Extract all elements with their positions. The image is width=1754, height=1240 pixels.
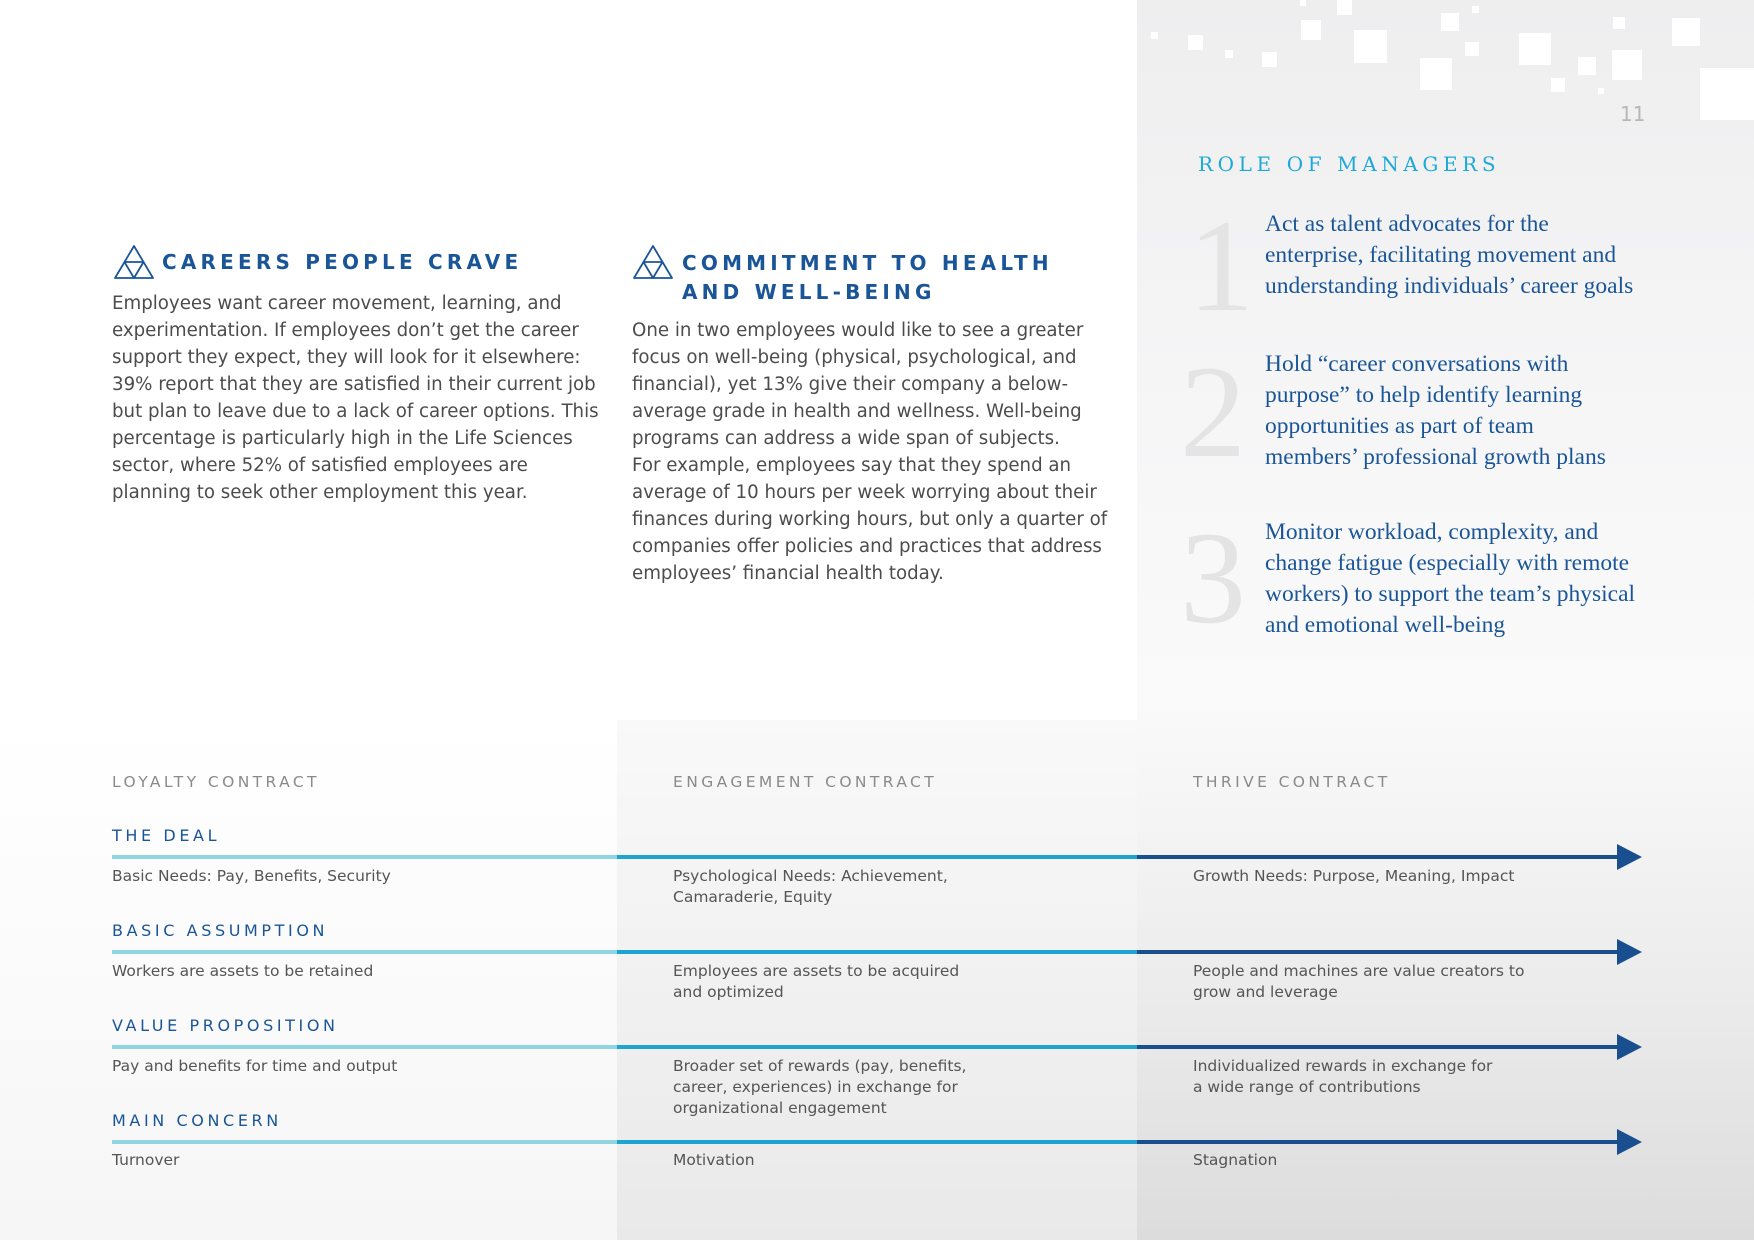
text-line: enterprise, facilitating movement and <box>1265 242 1617 268</box>
cell-line: Individualized rewards in exchange for <box>1193 1057 1493 1075</box>
text-line: sector, where 52% of satisfied employees are <box>112 455 528 476</box>
cell-line: Psychological Needs: Achievement, <box>673 867 948 885</box>
manager-item-text <box>1265 517 1685 641</box>
table-cell <box>112 1056 592 1077</box>
text-line: Monitor workload, complexity, and <box>1265 519 1599 545</box>
row-label-main-concern: MAIN CONCERN <box>112 1111 282 1130</box>
cell-line: Stagnation <box>1193 1151 1278 1169</box>
text-line: financial), yet 13% give their company a below- <box>632 374 1069 395</box>
table-cell <box>1193 866 1713 887</box>
cell-line: Pay and benefits for time and output <box>112 1057 398 1075</box>
cell-line: Broader set of rewards (pay, benefits, <box>673 1057 967 1075</box>
text-line: average grade in health and wellness. Well-being <box>632 401 1082 422</box>
text-line: Act as talent advocates for the <box>1265 211 1549 237</box>
text-line: planning to seek other employment this year. <box>112 482 528 503</box>
text-line: but plan to leave due to a lack of career options. This <box>112 401 599 422</box>
manager-item-number: 1 <box>1188 192 1254 339</box>
table-cell <box>1193 961 1713 1003</box>
triangle-logo-icon <box>113 244 155 280</box>
health-paragraph <box>632 317 1132 587</box>
cell-line: grow and leverage <box>1193 983 1338 1001</box>
table-cell <box>112 1150 592 1171</box>
cell-line: Basic Needs: Pay, Benefits, Security <box>112 867 391 885</box>
row-label-basic-assumption: BASIC ASSUMPTION <box>112 921 329 940</box>
manager-item-number: 2 <box>1180 338 1246 485</box>
text-line: and emotional well-being <box>1265 612 1506 638</box>
table-cell <box>673 961 1123 1003</box>
text-line: change fatigue (especially with remote <box>1265 550 1630 576</box>
column-header-loyalty: LOYALTY CONTRACT <box>112 773 320 791</box>
text-line: Hold “career conversations with <box>1265 351 1569 377</box>
text-line: percentage is particularly high in the Life Sciences <box>112 428 573 449</box>
table-cell <box>112 866 592 887</box>
text-line: workers) to support the team’s physical <box>1265 581 1636 607</box>
table-cell <box>673 1150 1123 1171</box>
cell-line: Workers are assets to be retained <box>112 962 374 980</box>
careers-title: CAREERS PEOPLE CRAVE <box>162 250 523 274</box>
text-line: For example, employees say that they spend an <box>632 455 1072 476</box>
careers-paragraph <box>112 290 612 506</box>
text-line: One in two employees would like to see a greater <box>632 320 1084 341</box>
cell-line: a wide range of contributions <box>1193 1078 1421 1096</box>
row-label-the-deal: THE DEAL <box>112 826 221 845</box>
manager-item-number: 3 <box>1180 504 1246 651</box>
cell-line: Camaraderie, Equity <box>673 888 833 906</box>
text-line: support they expect, they will look for it elsewhere: <box>112 347 581 368</box>
cell-line: People and machines are value creators to <box>1193 962 1525 980</box>
cell-line: and optimized <box>673 983 784 1001</box>
text-line: finances during working hours, but only a quarter of <box>632 509 1108 530</box>
text-line: programs can address a wide span of subjects. <box>632 428 1060 449</box>
text-line: 39% report that they are satisfied in their current job <box>112 374 596 395</box>
cell-line: Growth Needs: Purpose, Meaning, Impact <box>1193 867 1515 885</box>
text-line: understanding individuals’ career goals <box>1265 273 1634 299</box>
cell-line: organizational engagement <box>673 1099 887 1117</box>
text-line: members’ professional growth plans <box>1265 444 1606 470</box>
health-title <box>682 249 1053 307</box>
text-line: companies offer policies and practices that address <box>632 536 1102 557</box>
text-line: purpose” to help identify learning <box>1265 382 1583 408</box>
health-title-line: AND WELL-BEING <box>682 280 936 304</box>
manager-item-text <box>1265 209 1685 302</box>
table-cell <box>673 866 1123 908</box>
page-number: 11 <box>1620 102 1646 126</box>
table-cell <box>1193 1056 1713 1098</box>
column-header-thrive: THRIVE CONTRACT <box>1193 773 1391 791</box>
role-of-managers-title: ROLE OF MANAGERS <box>1198 152 1501 176</box>
column-header-engagement: ENGAGEMENT CONTRACT <box>673 773 938 791</box>
health-title-line: COMMITMENT TO HEALTH <box>682 251 1053 275</box>
text-line: average of 10 hours per week worrying about their <box>632 482 1097 503</box>
text-line: Employees want career movement, learning, and <box>112 293 562 314</box>
manager-item-text <box>1265 349 1685 473</box>
text-line: employees’ financial health today. <box>632 563 944 584</box>
cell-line: career, experiences) in exchange for <box>673 1078 958 1096</box>
table-cell <box>673 1056 1123 1119</box>
text-line: opportunities as part of team <box>1265 413 1534 439</box>
cell-line: Turnover <box>112 1151 180 1169</box>
cell-line: Employees are assets to be acquired <box>673 962 960 980</box>
table-cell <box>112 961 592 982</box>
triangle-logo-icon <box>632 244 674 280</box>
table-cell <box>1193 1150 1713 1171</box>
row-label-value-proposition: VALUE PROPOSITION <box>112 1016 339 1035</box>
text-line: focus on well-being (physical, psychological, and <box>632 347 1077 368</box>
cell-line: Motivation <box>673 1151 755 1169</box>
text-line: experimentation. If employees don’t get the career <box>112 320 579 341</box>
